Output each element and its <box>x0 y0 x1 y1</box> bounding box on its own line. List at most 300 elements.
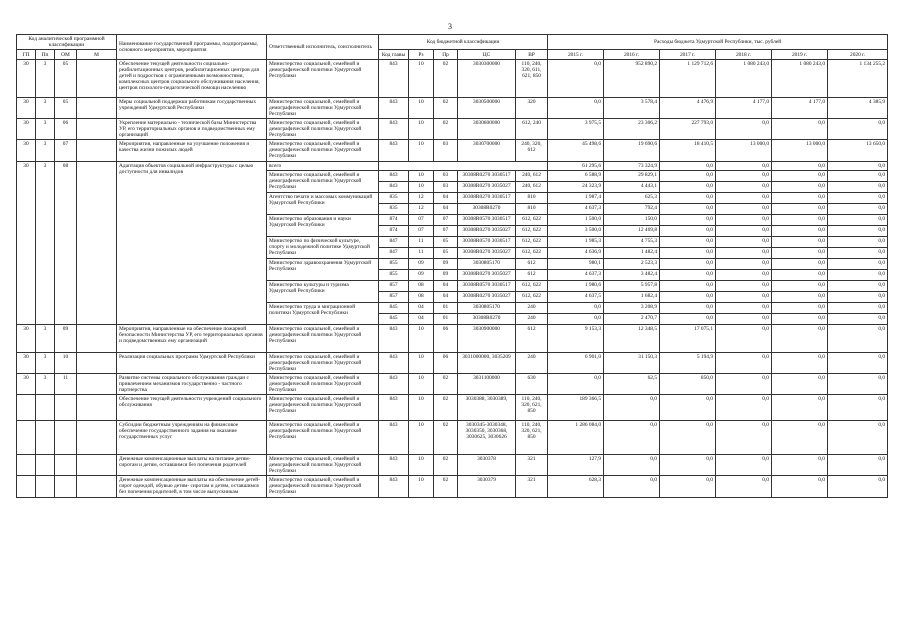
vr-cell: 321 <box>516 455 548 476</box>
grbs-cell: 843 <box>379 421 409 455</box>
amount-cell: 4 177,0 <box>716 98 772 119</box>
grbs-cell: 843 <box>379 395 409 421</box>
expenses-group-header: Расходы бюджета Удмуртской Республики, тыс. рублей <box>548 35 888 50</box>
amount-cell: 0,0 <box>716 374 772 395</box>
om-cell <box>55 455 77 476</box>
amount-cell: 0,0 <box>660 248 716 259</box>
amount-cell: 952 890,2 <box>604 60 660 98</box>
amount-cell: 0,0 <box>828 162 888 171</box>
amount-cell: 0,0 <box>716 281 772 292</box>
amount-cell: 0,0 <box>548 303 604 314</box>
table-row <box>17 325 888 353</box>
pp-cell: 3 <box>36 119 55 140</box>
table-row <box>17 476 888 498</box>
vr-cell: 240, 320, 612 <box>516 140 548 162</box>
amount-cell: 4 637,5 <box>548 292 604 303</box>
amount-cell: 61 295,6 <box>548 162 604 171</box>
grbs-cell: 843 <box>379 353 409 374</box>
vr-cell: 612 <box>516 325 548 353</box>
amount-cell: 0,0 <box>828 374 888 395</box>
amount-cell: 3 578,4 <box>604 98 660 119</box>
pr-cell: 07 <box>434 215 458 226</box>
name-cell: Обеспечение текущей деятельности социально-реабилитационных центров, реабилитационных центров для детей и подростков с ограниченными возможностями, комплексных центров социального обслуживания населения, центров психолого-педагогической помощи населению <box>117 60 267 98</box>
m-cell <box>77 162 117 325</box>
executor-cell: Министерство социальной, семейной и демографической политики Удмуртской Республики <box>267 98 379 119</box>
cs-cell: 30308R0270 3035027 <box>458 248 516 259</box>
amount-cell: 0,0 <box>772 237 828 248</box>
amount-cell: 4 637,3 <box>548 204 604 215</box>
m-cell <box>77 421 117 455</box>
name-cell: Мероприятия, направленные на обеспечение пожарной безопасности Министерства УР, его территориальных органов и подведомственных ему организаций <box>117 325 267 353</box>
cs-cell: 3030805170 <box>458 303 516 314</box>
name-cell: Адаптация объектов социальной инфраструктуры с целью доступности для инвалидов <box>117 162 267 325</box>
vr-cell: 240, 612 <box>516 182 548 193</box>
pp-cell: 3 <box>36 60 55 98</box>
amount-cell: 3 975,5 <box>548 119 604 140</box>
vr-cell: 810 <box>516 193 548 204</box>
amount-cell: 0,0 <box>660 292 716 303</box>
gp-cell: 30 <box>17 98 36 119</box>
table-cell <box>379 162 548 171</box>
pr-cell: 02 <box>434 119 458 140</box>
rz-cell: 10 <box>409 455 434 476</box>
rz-cell: 10 <box>409 140 434 162</box>
amount-cell: 150,0 <box>604 215 660 226</box>
grbs-cell: 845 <box>379 303 409 314</box>
amount-cell: 1 482,4 <box>604 248 660 259</box>
amount-cell: 1 080 243,0 <box>772 60 828 98</box>
amount-cell: 0,0 <box>716 325 772 353</box>
vr-cell: 110, 240, 320, 621, 850 <box>516 395 548 421</box>
pp-cell <box>36 455 55 476</box>
amount-cell: 6 901,0 <box>548 353 604 374</box>
amount-cell: 0,0 <box>660 162 716 171</box>
amount-cell: 0,0 <box>660 193 716 204</box>
budget-code-group-header: Код бюджетной классификации <box>379 35 548 50</box>
pr-cell: 02 <box>434 395 458 421</box>
amount-cell: 0,0 <box>660 237 716 248</box>
amount-cell: 24 323,9 <box>548 182 604 193</box>
amount-cell: 4 385,9 <box>828 98 888 119</box>
pr-cell: 03 <box>434 140 458 162</box>
amount-cell: 0,0 <box>716 476 772 498</box>
amount-cell: 0,0 <box>660 226 716 237</box>
rz-cell: 10 <box>409 395 434 421</box>
rz-cell: 09 <box>409 259 434 270</box>
grbs-cell: 874 <box>379 226 409 237</box>
pr-cell: 07 <box>434 226 458 237</box>
amount-cell: 19 690,6 <box>604 140 660 162</box>
amount-cell: 0,0 <box>828 476 888 498</box>
executor-cell: Министерство культуры и туризма Удмуртской Республики <box>267 281 379 303</box>
om-cell <box>55 476 77 498</box>
name-cell: Развитие системы социального обслуживания граждан с привлечением механизмов государственно - частного партнерства <box>117 374 267 395</box>
amount-cell: 13 000,0 <box>772 140 828 162</box>
amount-cell: 0,0 <box>660 270 716 281</box>
executor-cell: Министерство социальной, семейной и демографической политики Удмуртской Республики <box>267 325 379 353</box>
budget-table <box>16 34 888 498</box>
rz-cell: 11 <box>409 248 434 259</box>
rz-cell: 10 <box>409 171 434 182</box>
cs-cell: 3030500000 <box>458 98 516 119</box>
vr-cell: 612, 622 <box>516 248 548 259</box>
amount-cell: 0,0 <box>660 455 716 476</box>
grbs-cell: 843 <box>379 374 409 395</box>
amount-cell: 0,0 <box>772 162 828 171</box>
amount-cell: 0,0 <box>660 182 716 193</box>
vr-cell: 612, 622 <box>516 215 548 226</box>
amount-cell: 0,0 <box>716 455 772 476</box>
name-cell: Субсидии бюджетным учреждениям на финансовое обеспечение государственного задания на оказание государственных услуг <box>117 421 267 455</box>
pr-cell: 09 <box>434 259 458 270</box>
year-header: 2015 г. <box>548 50 604 60</box>
amount-cell: 980,1 <box>548 259 604 270</box>
amount-cell: 628,3 <box>548 476 604 498</box>
rz-header: Рз <box>409 50 434 60</box>
amount-cell: 17 075,1 <box>660 325 716 353</box>
grbs-cell: 843 <box>379 455 409 476</box>
om-cell: 07 <box>55 140 77 162</box>
pr-cell: 04 <box>434 281 458 292</box>
pr-cell: 04 <box>434 292 458 303</box>
cs-cell: 30308R0570 3030517 <box>458 281 516 292</box>
pp-cell: 3 <box>36 325 55 353</box>
amount-cell: 0,0 <box>772 248 828 259</box>
executor-cell: Министерство труда и миграционной политики Удмуртской Республики <box>267 303 379 325</box>
amount-cell: 0,0 <box>772 353 828 374</box>
rz-cell: 10 <box>409 374 434 395</box>
rz-cell: 09 <box>409 270 434 281</box>
amount-cell: 0,0 <box>716 314 772 325</box>
amount-cell: 1 987,4 <box>548 193 604 204</box>
amount-cell: 1 985,3 <box>548 237 604 248</box>
amount-cell: 0,0 <box>828 237 888 248</box>
cs-cell: 3031000000, 3035209 <box>458 353 516 374</box>
page-number: 3 <box>448 22 452 31</box>
amount-cell: 0,0 <box>772 119 828 140</box>
amount-cell: 0,0 <box>828 325 888 353</box>
pr-cell: 01 <box>434 303 458 314</box>
amount-cell: 3 500,0 <box>548 226 604 237</box>
grbs-cell: 845 <box>379 314 409 325</box>
amount-cell: 0,0 <box>716 303 772 314</box>
table-row <box>17 60 888 98</box>
grbs-cell: 843 <box>379 325 409 353</box>
m-cell <box>77 395 117 421</box>
amount-cell: 31 150,3 <box>604 353 660 374</box>
rz-cell: 11 <box>409 237 434 248</box>
rz-cell: 12 <box>409 204 434 215</box>
amount-cell: 0,0 <box>604 421 660 455</box>
executor-cell: Министерство образования и науки Удмуртской Республики <box>267 215 379 237</box>
name-cell: Меры социальной поддержки работникам государственных учреждений Удмуртской Республики <box>117 98 267 119</box>
vr-cell: 612, 240 <box>516 119 548 140</box>
rz-cell: 10 <box>409 476 434 498</box>
pp-cell: 3 <box>36 140 55 162</box>
vr-cell: 612 <box>516 270 548 281</box>
grbs-cell: 874 <box>379 215 409 226</box>
cs-cell: 3030805170 <box>458 259 516 270</box>
amount-cell: 62,5 <box>604 374 660 395</box>
cs-cell: 30308R0270 3035027 <box>458 292 516 303</box>
vr-cell: 240 <box>516 353 548 374</box>
executor-cell: Агентство печати и массовых коммуникаций Удмуртской Республики <box>267 193 379 215</box>
cs-cell: 3030345-3030348, 3030350, 3030368, 3030625, 3030626 <box>458 421 516 455</box>
table-row <box>17 140 888 162</box>
amount-cell: 792,4 <box>604 204 660 215</box>
rz-cell: 08 <box>409 281 434 292</box>
pr-cell: 03 <box>434 171 458 182</box>
amount-cell: 0,0 <box>772 303 828 314</box>
vr-cell: 320 <box>516 98 548 119</box>
rz-cell: 10 <box>409 325 434 353</box>
amount-cell: 0,0 <box>716 193 772 204</box>
amount-cell: 0,0 <box>660 259 716 270</box>
total-label-cell: всего <box>267 162 379 171</box>
year-header: 2019 г. <box>772 50 828 60</box>
table-row <box>17 395 888 421</box>
amount-cell: 0,0 <box>828 270 888 281</box>
amount-cell: 0,0 <box>716 248 772 259</box>
amount-cell: 0,0 <box>548 374 604 395</box>
pp-cell: 3 <box>36 98 55 119</box>
year-header: 2018 г. <box>716 50 772 60</box>
gp-cell <box>17 476 36 498</box>
pr-cell: 06 <box>434 353 458 374</box>
amount-cell: 4 755,3 <box>604 237 660 248</box>
amount-cell: 45 498,6 <box>548 140 604 162</box>
amount-cell: 0,0 <box>828 395 888 421</box>
name-cell: Мероприятия, направленные на улучшение положения и качества жизни пожилых людей <box>117 140 267 162</box>
grbs-header: Код главы <box>379 50 409 60</box>
executor-cell: Министерство социальной, семейной и демографической политики Удмуртской Республики <box>267 60 379 98</box>
rz-cell: 10 <box>409 60 434 98</box>
amount-cell: 0,0 <box>716 182 772 193</box>
grbs-cell: 843 <box>379 60 409 98</box>
amount-cell: 0,0 <box>772 374 828 395</box>
grbs-cell: 843 <box>379 476 409 498</box>
m-cell <box>77 60 117 98</box>
executor-cell: Министерство социальной, семейной и демографической политики Удмуртской Республики <box>267 171 379 193</box>
pr-cell: 02 <box>434 98 458 119</box>
amount-cell: 227 793,0 <box>660 119 716 140</box>
executor-cell: Министерство социальной, семейной и демографической политики Удмуртской Республики <box>267 455 379 476</box>
grbs-cell: 857 <box>379 281 409 292</box>
executor-cell: Министерство социальной, семейной и демографической политики Удмуртской Республики <box>267 140 379 162</box>
amount-cell: 0,0 <box>716 292 772 303</box>
rz-cell: 10 <box>409 182 434 193</box>
amount-cell: 29 829,1 <box>604 171 660 182</box>
pp-cell: 3 <box>36 353 55 374</box>
amount-cell: 850,0 <box>660 374 716 395</box>
amount-cell: 0,0 <box>828 314 888 325</box>
year-header: 2017 г. <box>660 50 716 60</box>
amount-cell: 4 476,9 <box>660 98 716 119</box>
amount-cell: 0,0 <box>772 204 828 215</box>
om-cell <box>55 421 77 455</box>
executor-cell: Министерство социальной, семейной и демографической политики Удмуртской Республики <box>267 476 379 498</box>
om-cell: 10 <box>55 353 77 374</box>
amount-cell: 0,0 <box>716 204 772 215</box>
amount-cell: 0,0 <box>828 193 888 204</box>
pp-cell <box>36 395 55 421</box>
amount-cell: 0,0 <box>716 421 772 455</box>
gp-cell: 30 <box>17 60 36 98</box>
amount-cell: 0,0 <box>828 215 888 226</box>
amount-cell: 3 482,4 <box>604 270 660 281</box>
vr-cell: 240 <box>516 314 548 325</box>
gp-cell <box>17 455 36 476</box>
vr-cell: 321 <box>516 476 548 498</box>
amount-cell: 0,0 <box>716 395 772 421</box>
vr-cell: 240 <box>516 303 548 314</box>
amount-cell: 1 682,4 <box>604 292 660 303</box>
amount-cell: 0,0 <box>772 193 828 204</box>
executor-column-header: Ответственный исполнитель, соисполнитель <box>267 35 379 60</box>
table-row <box>17 455 888 476</box>
amount-cell: 0,0 <box>828 248 888 259</box>
vr-cell: 240, 612 <box>516 171 548 182</box>
amount-cell: 0,0 <box>828 171 888 182</box>
amount-cell: 0,0 <box>828 259 888 270</box>
amount-cell: 1 134 255,2 <box>828 60 888 98</box>
gp-cell: 30 <box>17 325 36 353</box>
pr-header: Пр <box>434 50 458 60</box>
amount-cell: 0,0 <box>772 476 828 498</box>
amount-cell: 0,0 <box>772 314 828 325</box>
rz-cell: 07 <box>409 215 434 226</box>
rz-cell: 10 <box>409 98 434 119</box>
vr-cell: 810 <box>516 204 548 215</box>
amount-cell: 0,0 <box>660 215 716 226</box>
pr-cell: 05 <box>434 237 458 248</box>
cs-cell: 3030300000 <box>458 60 516 98</box>
amount-cell: 0,0 <box>716 119 772 140</box>
code-group-header: Код аналитической программной классификации <box>17 35 117 50</box>
amount-cell: 12 469,8 <box>604 226 660 237</box>
amount-cell: 0,0 <box>660 303 716 314</box>
pp-cell: 3 <box>36 374 55 395</box>
m-cell <box>77 353 117 374</box>
amount-cell: 0,0 <box>716 353 772 374</box>
amount-cell: 2 470,7 <box>604 314 660 325</box>
m-cell <box>77 325 117 353</box>
grbs-cell: 855 <box>379 270 409 281</box>
amount-cell: 3 208,9 <box>604 303 660 314</box>
amount-cell: 0,0 <box>828 421 888 455</box>
cs-cell: 3030900000 <box>458 325 516 353</box>
cs-cell: 30308R0270 <box>458 204 516 215</box>
amount-cell: 0,0 <box>828 455 888 476</box>
om-cell: 11 <box>55 374 77 395</box>
amount-cell: 0,0 <box>828 281 888 292</box>
m-cell <box>77 476 117 498</box>
amount-cell: 4 637,3 <box>548 270 604 281</box>
m-cell <box>77 374 117 395</box>
pr-cell: 06 <box>434 325 458 353</box>
amount-cell: 73 324,9 <box>604 162 660 171</box>
amount-cell: 6 588,9 <box>548 171 604 182</box>
om-cell: 09 <box>55 325 77 353</box>
vr-cell: 612, 622 <box>516 292 548 303</box>
amount-cell: 0,0 <box>716 270 772 281</box>
pr-cell: 02 <box>434 374 458 395</box>
pr-cell: 04 <box>434 193 458 204</box>
amount-cell: 1 129 712,6 <box>660 60 716 98</box>
gp-cell: 30 <box>17 374 36 395</box>
pr-cell: 02 <box>434 421 458 455</box>
vr-cell: 630 <box>516 374 548 395</box>
executor-cell: Министерство социальной, семейной и демографической политики Удмуртской Республики <box>267 374 379 395</box>
executor-cell: Министерство социальной, семейной и демографической политики Удмуртской Республики <box>267 395 379 421</box>
amount-cell: 0,0 <box>604 395 660 421</box>
cs-cell: 3031100000 <box>458 374 516 395</box>
rz-cell: 10 <box>409 353 434 374</box>
executor-cell: Министерство социальной, семейной и демографической политики Удмуртской Республики <box>267 119 379 140</box>
vr-cell: 612 <box>516 259 548 270</box>
cs-cell: 30308R0270 3030517 <box>458 193 516 204</box>
name-column-header: Наименование государственной программы, подпрограммы, основного мероприятия, мероприятия <box>117 35 267 60</box>
m-cell <box>77 119 117 140</box>
pr-cell: 02 <box>434 476 458 498</box>
amount-cell: 0,0 <box>660 171 716 182</box>
amount-cell: 2 523,3 <box>604 259 660 270</box>
gp-cell: 30 <box>17 162 36 325</box>
amount-cell: 18 410,5 <box>660 140 716 162</box>
amount-cell: 0,0 <box>772 259 828 270</box>
gp-header: ГП <box>17 50 36 60</box>
vr-cell: 612, 622 <box>516 281 548 292</box>
grbs-cell: 835 <box>379 204 409 215</box>
pr-cell: 01 <box>434 314 458 325</box>
amount-cell: 23 306,2 <box>604 119 660 140</box>
cs-cell: 30308R0570 3030517 <box>458 215 516 226</box>
amount-cell: 0,0 <box>772 281 828 292</box>
amount-cell: 625,3 <box>604 193 660 204</box>
amount-cell: 189 366,5 <box>548 395 604 421</box>
amount-cell: 0,0 <box>548 314 604 325</box>
grbs-cell: 855 <box>379 259 409 270</box>
gp-cell: 30 <box>17 140 36 162</box>
cs-cell: 30308R0570 3030517 <box>458 237 516 248</box>
om-cell: 05 <box>55 60 77 98</box>
grbs-cell: 847 <box>379 237 409 248</box>
amount-cell: 0,0 <box>604 455 660 476</box>
amount-cell: 0,0 <box>660 476 716 498</box>
vr-cell: 110, 240, 320, 611, 621, 850 <box>516 60 548 98</box>
amount-cell: 13 000,0 <box>716 140 772 162</box>
rz-cell: 04 <box>409 314 434 325</box>
om-cell <box>55 395 77 421</box>
rz-cell: 07 <box>409 226 434 237</box>
gp-cell: 30 <box>17 119 36 140</box>
executor-cell: Министерство здравоохранения Удмуртской Республики <box>267 259 379 281</box>
grbs-cell: 835 <box>379 193 409 204</box>
amount-cell: 0,0 <box>772 182 828 193</box>
rz-cell: 12 <box>409 193 434 204</box>
vr-cell: 110, 240, 320, 621, 850 <box>516 421 548 455</box>
amount-cell: 0,0 <box>716 237 772 248</box>
amount-cell: 0,0 <box>548 98 604 119</box>
table-row <box>17 421 888 455</box>
amount-cell: 0,0 <box>772 325 828 353</box>
gp-cell <box>17 421 36 455</box>
grbs-cell: 847 <box>379 248 409 259</box>
table-row <box>17 162 888 171</box>
vr-cell: 612, 622 <box>516 237 548 248</box>
grbs-cell: 843 <box>379 119 409 140</box>
pr-cell: 02 <box>434 455 458 476</box>
